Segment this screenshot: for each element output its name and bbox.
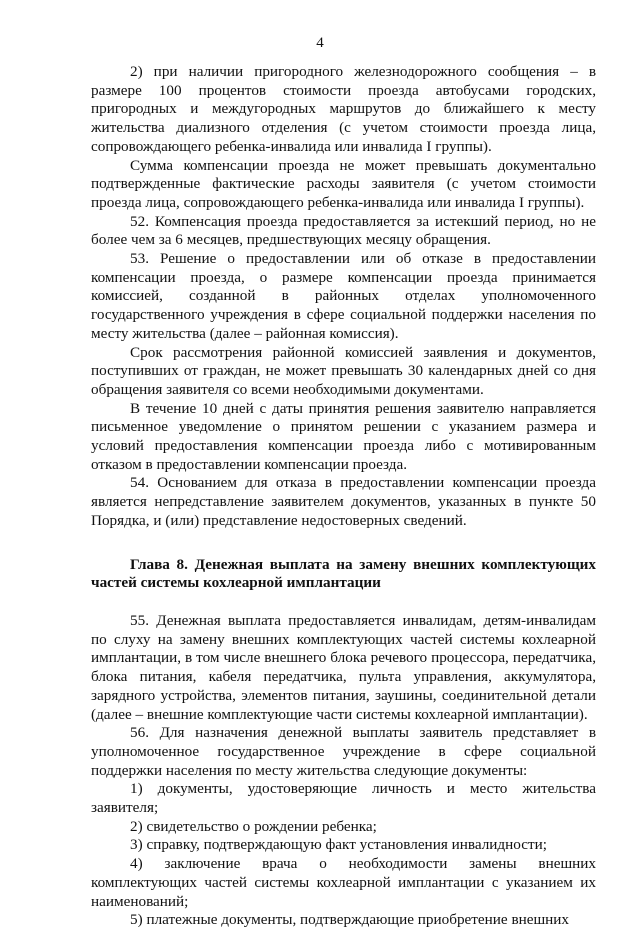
paragraph-53: 53. Решение о предоставлении или об отказе в предоставлении компенсации проезда, о размере компенсации проезда принимается комиссией, созданной в районных отделах уполномоченного государственного учреждения в сфере социальной поддержки населения по месту жительства (далее – районная комиссия).: [91, 250, 596, 342]
paragraph-review-period: Срок рассмотрения районной комиссией заявления и документов, поступивших от граждан, не может превышать 30 календарных дней со дня обращения заявителя со всеми необходимыми документами.: [91, 343, 596, 398]
section-spacer: [91, 531, 596, 556]
document-body: [91, 63, 596, 930]
paragraph-52: 52. Компенсация проезда предоставляется за истекший период, но не более чем за 6 месяцев, предшествующих месяцу обращения.: [91, 212, 596, 249]
chapter-heading: Глава 8. Денежная выплата на замену внешних комплектующих частей системы кохлеарной имплантации: [91, 555, 596, 592]
paragraph-suburban-rail: 2) при наличии пригородного железнодорожного сообщения – в размере 100 процентов стоимости проезда автобусами городских, пригородных и междугородных маршрутов до ближайшего к месту жительства диализного отделения (с учетом стоимости проезда лица, сопровождающего ребенка-инвалида или инвалида I группы).: [91, 63, 596, 155]
paragraph-55: 55. Денежная выплата предоставляется инвалидам, детям-инвалидам по слуху на замену внешних комплектующих частей системы кохлеарной имплантации, в том числе внешнего блока речевого процессора, передатчика, блока питания, кабеля передатчика, пульта управления, аккумулятора, зарядного устройства, элементов питания, заушины, соединительной детали (далее – внешние комплектующие части системы кохлеарной имплантации).: [91, 611, 596, 723]
page-number: 4: [316, 35, 324, 51]
paragraph-54: 54. Основанием для отказа в предоставлении компенсации проезда является непредставление заявителем документов, указанных в пункте 50 Порядка, и (или) представление недостоверных сведений.: [91, 474, 596, 529]
list-item-identity-docs: 1) документы, удостоверяющие личность и место жительства заявителя;: [91, 780, 596, 817]
paragraph-compensation-limit: Сумма компенсации проезда не может превышать документально подтвержденные фактические расходы заявителя (с учетом стоимости проезда лица, сопровождающего ребенка-инвалида или инвалида I группы).: [91, 156, 596, 211]
section-spacer: [91, 593, 596, 612]
list-item-payment-docs: 5) платежные документы, подтверждающие приобретение внешних: [130, 911, 570, 929]
list-item-doctor-conclusion: 4) заключение врача о необходимости замены внешних комплектующих частей системы кохлеарной имплантации с указанием их наименований;: [91, 855, 596, 910]
paragraph-56: 56. Для назначения денежной выплаты заявитель представляет в уполномоченное государственное учреждение в сфере социальной поддержки населения по месту жительства следующие документы:: [91, 724, 596, 779]
list-item-birth-certificate: 2) свидетельство о рождении ребенка;: [130, 817, 377, 835]
paragraph-notification: В течение 10 дней с даты принятия решения заявителю направляется письменное уведомление о принятом решении с указанием размера и условий предоставления компенсации проезда либо с мотивированным отказом в предоставлении компенсации проезда.: [91, 399, 596, 473]
list-item-disability-certificate: 3) справку, подтверждающую факт установления инвалидности;: [130, 836, 547, 854]
